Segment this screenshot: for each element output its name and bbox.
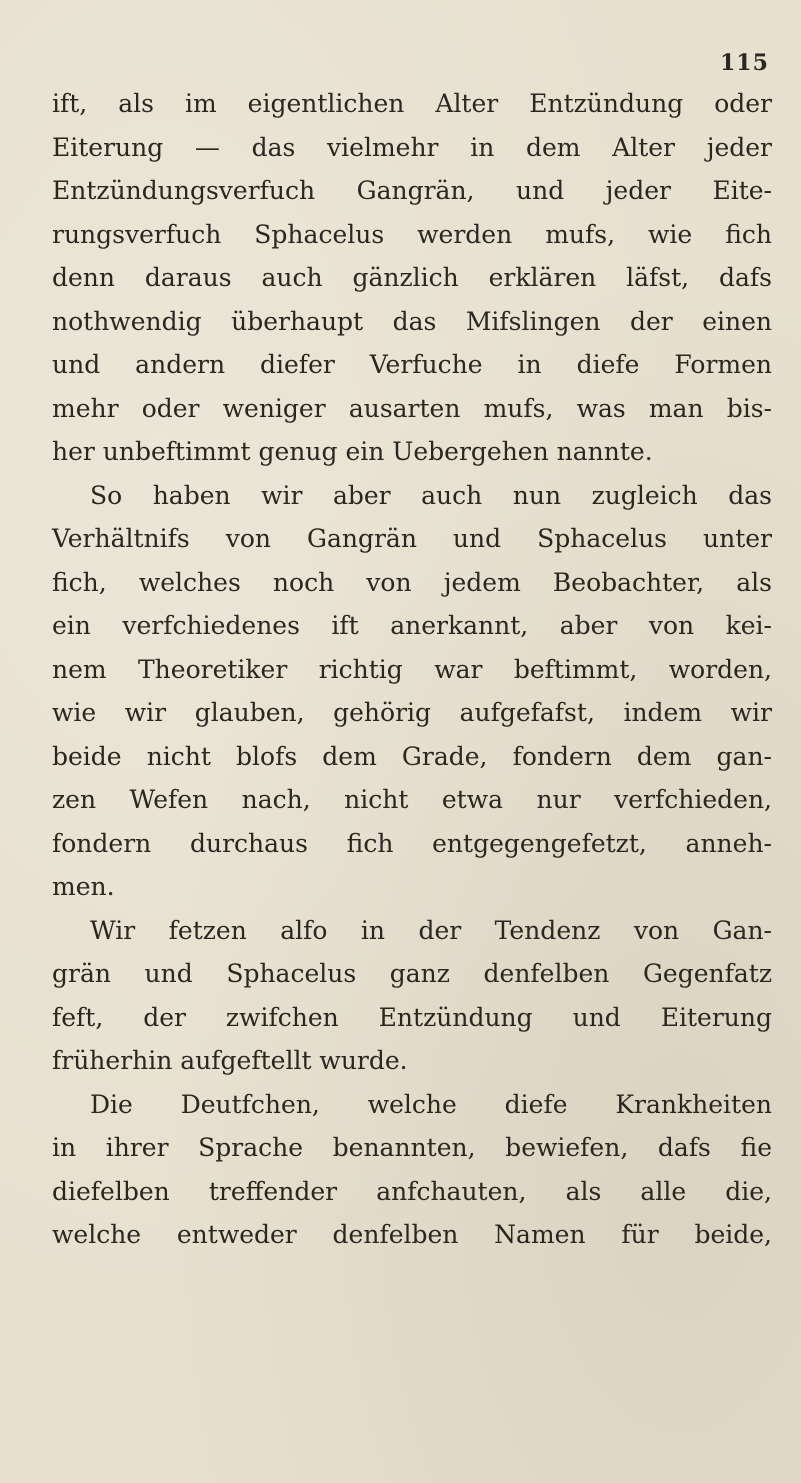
text-line: Entzündungsverfuch Gangrän, und jeder Eite- [52, 176, 772, 205]
text-line: diefelben treffender anfchauten, als alle die, [52, 1176, 772, 1206]
text-line: ift, als im eigentlichen Alter Entzündung oder [52, 89, 772, 118]
paragraph-start-line: Wir fetzen alfo in der Tendenz von Gan- [90, 915, 772, 945]
text-line: nothwendig überhaupt das Mifslingen der einen [52, 306, 772, 336]
paragraph-start-line: So haben wir aber auch nun zugleich das [90, 480, 772, 510]
text-line: fondern durchaus fich entgegengefetzt, anneh- [52, 828, 772, 858]
page-number: 115 [720, 50, 769, 76]
text-line: früherhin aufgeftellt wurde. [52, 1046, 408, 1075]
text-line: grän und Sphacelus ganz denfelben Gegenfatz [52, 959, 772, 988]
text-line: wie wir glauben, gehörig aufgefafst, indem wir [52, 698, 772, 727]
paragraph-start-line: Die Deutfchen, welche diefe Krankheiten [90, 1089, 772, 1119]
text-line: beide nicht blofs dem Grade, fondern dem gan- [52, 741, 772, 771]
text-line: mehr oder weniger ausarten mufs, was man bis- [52, 393, 772, 423]
body-text [52, 82, 772, 1257]
text-line: Eiterung — das vielmehr in dem Alter jeder [52, 132, 772, 162]
text-line: feft, der zwifchen Entzündung und Eiterung [52, 1002, 772, 1032]
text-line: rungsverfuch Sphacelus werden mufs, wie fich [52, 219, 772, 249]
text-line: Verhältnifs von Gangrän und Sphacelus unter [52, 524, 772, 553]
text-line: ein verfchiedenes ift anerkannt, aber von kei- [52, 611, 772, 640]
text-line: zen Wefen nach, nicht etwa nur verfchieden, [52, 785, 772, 814]
text-line: men. [52, 872, 115, 901]
text-line: nem Theoretiker richtig war beftimmt, worden, [52, 654, 772, 684]
text-line: und andern diefer Verfuche in diefe Formen [52, 350, 772, 379]
text-line: fich, welches noch von jedem Beobachter, als [52, 567, 772, 597]
text-line: in ihrer Sprache benannten, bewiefen, dafs fie [52, 1133, 772, 1162]
text-line: her unbeftimmt genug ein Uebergehen nannte. [52, 437, 653, 466]
text-line: welche entweder denfelben Namen für beide, [52, 1220, 772, 1249]
text-line: denn daraus auch gänzlich erklären läfst, dafs [52, 263, 772, 292]
